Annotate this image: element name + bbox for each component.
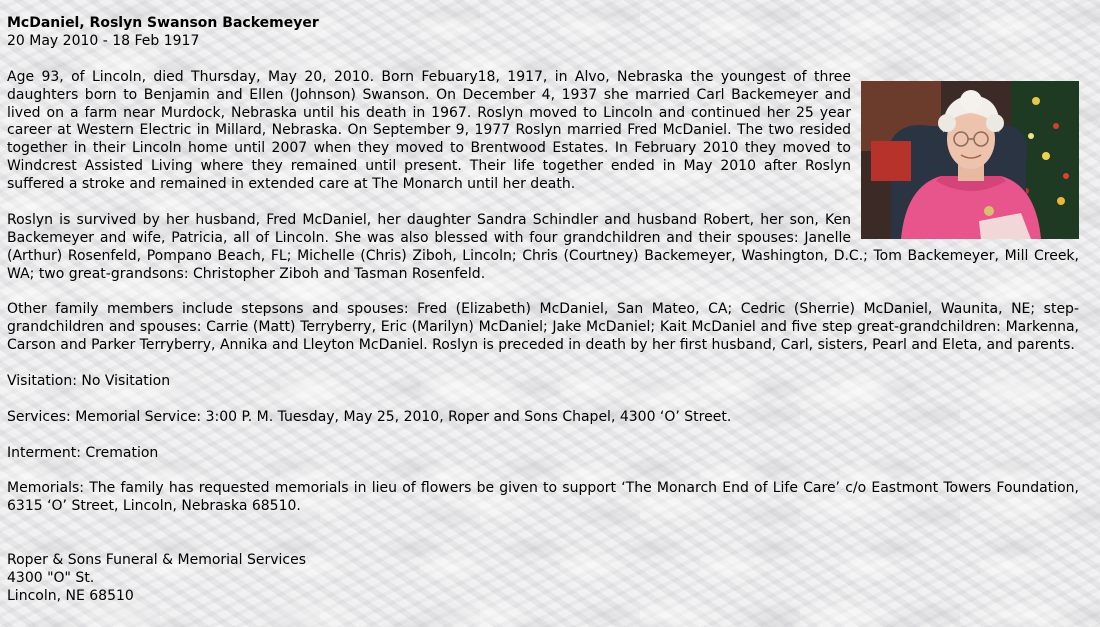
obituary-page [7,15,1079,606]
obituary-name: McDaniel, Roslyn Swanson Backemeyer [7,15,319,31]
services-info: Services: Memorial Service: 3:00 P. M. Tuesday, May 25, 2010, Roper and Sons Chapel, 4300 ‘O’ Street. [7,408,732,425]
obituary-paragraph-life: Age 93, of Lincoln, died Thursday, May 20, 2010. Born Febuary18, 1917, in Alvo, Nebraska the youngest of three daughters born to Benjamin and Ellen (Johnson) Swanson. On December 4, 1937 she married Carl Backemeyer and lived on a farm near Murdock, Nebraska until his death in 1967. Roslyn moved to Lincoln and continued her 25 year career at Western Electric in Millard, Nebraska. On September 9, 1977 Roslyn married Fred McDaniel. The two resided together in their Lincoln home until 2007 when they moved to Brentwood Estates. In February 2010 they moved to Windcrest Assisted Living where they remained until present. Their life together ended in May 2010 after Roslyn suffered a stroke and remained in extended care at The Monarch until her death. [7,68,851,193]
life-dates: 20 May 2010 - 18 Feb 1917 [7,32,200,49]
spacer [7,534,1079,552]
obituary-paragraph-family: Other family members include stepsons and spouses: Fred (Elizabeth) McDaniel, San Mateo, CA; Cedric (Sherrie) McDaniel, Waunita, NE; step-grandchildren and spouses: Carrie (Matt) Terryberry, Eric (Marilyn) McDaniel; Jake McDaniel; Kait McDaniel and five step great-grandchildren: Markenna, Carson and Parker Terryberry, Annika and Lleyton McDaniel. Roslyn is preceded in death by her first husband, Carl, sisters, Pearl and Eleta, and parents. [7,301,1079,354]
obituary-paragraph-survivors: Roslyn is survived by her husband, Fred McDaniel, her daughter Sandra Schindler and husband Robert, her son, Ken Backemeyer and wife, Patricia, all of Lincoln. She was also blessed with four grandchildren and their spouses: Janelle (Arthur) Rosenfeld, Pompano Beach, FL; Michelle (Chris) Ziboh, Lincoln; Chris (Courtney) Backemeyer, Washington, D.C.; Tom Backemeyer, Mill Creek, WA; two great-grandsons: Christopher Ziboh and Tasman Rosenfeld. [7,211,1079,282]
funeral-home-street: 4300 "O" St. [7,569,95,586]
funeral-home-name: Roper & Sons Funeral & Memorial Services [7,552,306,569]
portrait-photo [861,81,1079,239]
memorials-info: Memorials: The family has requested memorials in lieu of flowers be given to support ‘The Monarch End of Life Care’ c/o Eastmont Towers Foundation, 6315 ‘O’ Street, Lincoln, Nebraska 68510. [7,480,1079,515]
interment-info: Interment: Cremation [7,444,159,461]
funeral-home-city: Lincoln, NE 68510 [7,587,134,604]
visitation-info: Visitation: No Visitation [7,373,171,390]
